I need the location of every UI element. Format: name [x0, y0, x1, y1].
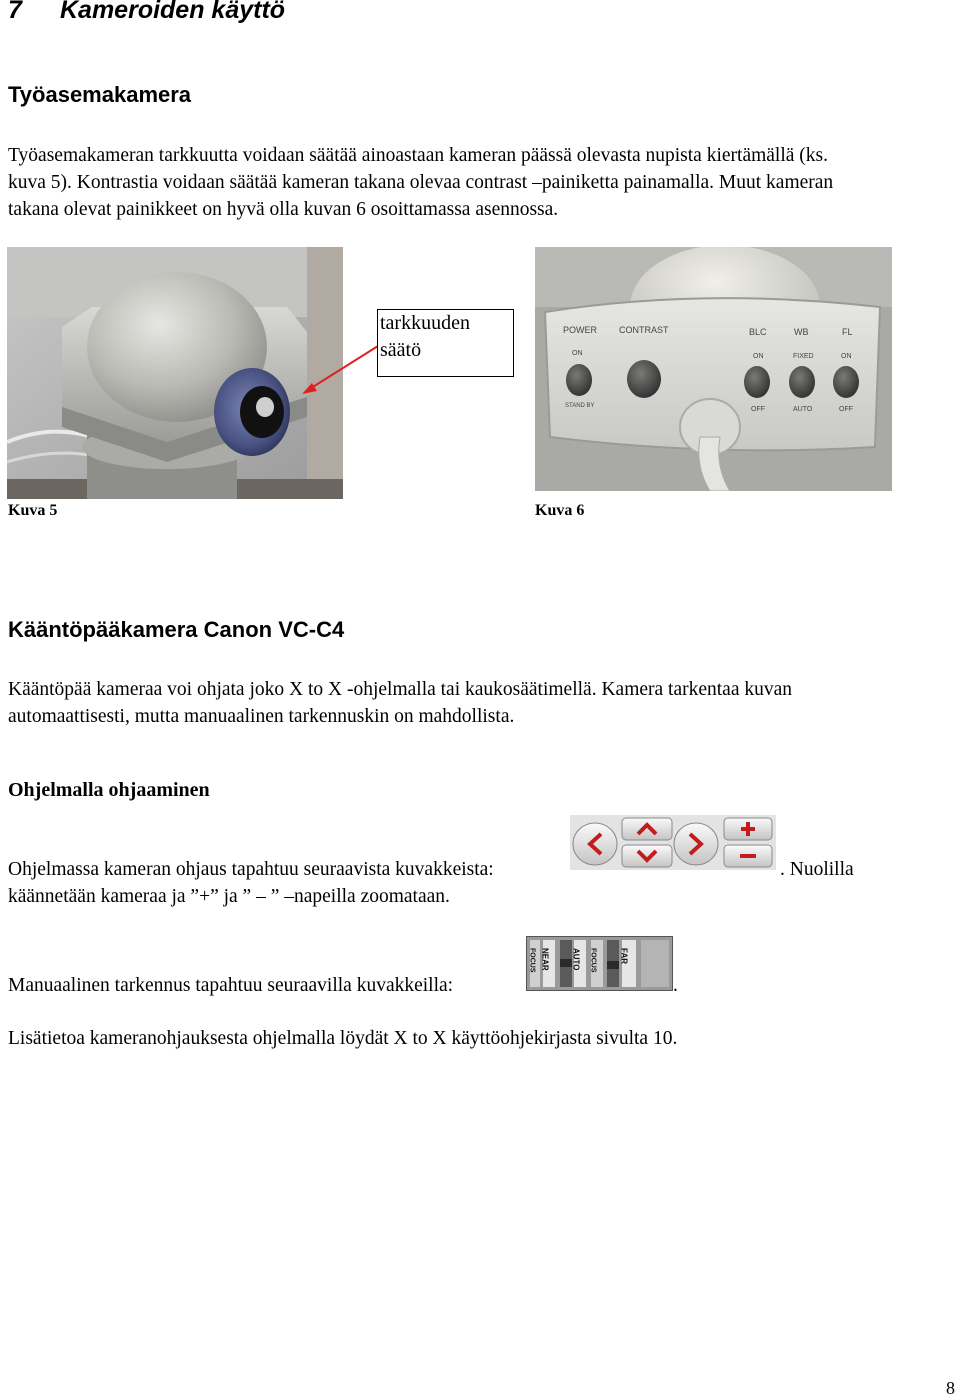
- figure6-caption: Kuva 6: [535, 502, 585, 519]
- arrow-right-icon[interactable]: [674, 823, 718, 865]
- section-heading-software-control: Ohjelmalla ohjaaminen: [8, 779, 210, 801]
- camera-control-icons: [570, 815, 776, 870]
- panel-label-blc: BLC: [749, 327, 767, 337]
- manual-focus-text: Manuaalinen tarkennus tapahtuu seuraavilla kuvakkeilla:: [8, 975, 454, 996]
- arrow-left-icon[interactable]: [573, 823, 617, 865]
- focus-far-button[interactable]: [590, 940, 637, 987]
- auto-label: AUTO: [571, 948, 581, 971]
- paragraph-line: kuva 5). Kontrastia voidaan säätää kameran takana olevaa contrast –painiketta painamalla. Muut kameran: [8, 172, 834, 193]
- panel-label-power: POWER: [563, 325, 598, 335]
- panel-label-wb-fixed: FIXED: [793, 353, 814, 360]
- panel-label-contrast: CONTRAST: [619, 325, 669, 335]
- panel-label-fl: FL: [842, 327, 853, 337]
- panel-label-fl-on: ON: [841, 353, 852, 360]
- panel-label-fl-off: OFF: [839, 406, 853, 413]
- text-after-icons: . Nuolilla: [780, 859, 854, 880]
- panel-label-wb: WB: [794, 327, 809, 337]
- section2-paragraph: [8, 676, 958, 730]
- zoom-minus-icon[interactable]: [724, 845, 772, 867]
- panel-label-power-on: ON: [572, 350, 583, 357]
- control-icons-text: [8, 856, 494, 883]
- manual-focus-icons: [526, 936, 673, 991]
- panel-label-wb-auto: AUTO: [793, 406, 813, 413]
- arrow-up-icon[interactable]: [622, 818, 672, 840]
- text-before-icons: Ohjelmassa kameran ohjaus tapahtuu seuraavista kuvakkeista:: [8, 859, 494, 880]
- panel-label-blc-off: OFF: [751, 406, 765, 413]
- chapter-title: Kameroiden käyttö: [60, 0, 286, 24]
- page-number: 8: [946, 1378, 955, 1398]
- more-info-line: Lisätietoa kameranohjauksesta ohjelmalla löydät X to X käyttöohjekirjasta sivulta 10.: [8, 1028, 678, 1049]
- panel-label-standby: STAND BY: [565, 403, 595, 409]
- arrow-down-icon[interactable]: [622, 845, 672, 867]
- focus-label-near-side: FOCUS: [528, 948, 536, 973]
- focus-label-far-side: FOCUS: [589, 948, 597, 973]
- section-heading-workstation-camera: Työasemakamera: [8, 82, 192, 107]
- chapter-number: 7: [8, 0, 22, 24]
- section1-paragraph: [8, 142, 958, 223]
- paragraph-line: Työasemakameran tarkkuutta voidaan säätää ainoastaan kameran päässä olevasta nupista kiertämällä (ks.: [8, 145, 828, 166]
- figure5-caption: Kuva 5: [8, 502, 58, 519]
- zoom-instruction-line: käännetään kameraa ja ”+” ja ” – ” –napeilla zoomataan.: [8, 886, 450, 907]
- callout-line: säätö: [380, 339, 422, 361]
- paragraph-line: automaattisesti, mutta manuaalinen tarkennuskin on mahdollista.: [8, 706, 515, 727]
- focus-adjustment-callout: [377, 309, 514, 377]
- callout-line: tarkkuuden: [380, 312, 470, 334]
- section-heading-canon-camera: Kääntöpääkamera Canon VC-C4: [8, 617, 345, 642]
- far-label: FAR: [619, 948, 629, 964]
- panel-label-blc-on: ON: [753, 353, 764, 360]
- near-label: NEAR: [540, 948, 550, 971]
- paragraph-line: takana olevat painikkeet on hyvä olla kuvan 6 osoittamassa asennossa.: [8, 199, 559, 220]
- chapter-heading: [8, 0, 285, 25]
- zoom-plus-icon[interactable]: [724, 818, 772, 840]
- camera-control-panel-photo: [535, 247, 892, 491]
- paragraph-line: Kääntöpää kameraa voi ohjata joko X to X -ohjelmalla tai kaukosäätimellä. Kamera tarkentaa kuvan: [8, 679, 793, 700]
- callout-arrow: [290, 340, 390, 400]
- manual-focus-text-end: .: [673, 975, 678, 996]
